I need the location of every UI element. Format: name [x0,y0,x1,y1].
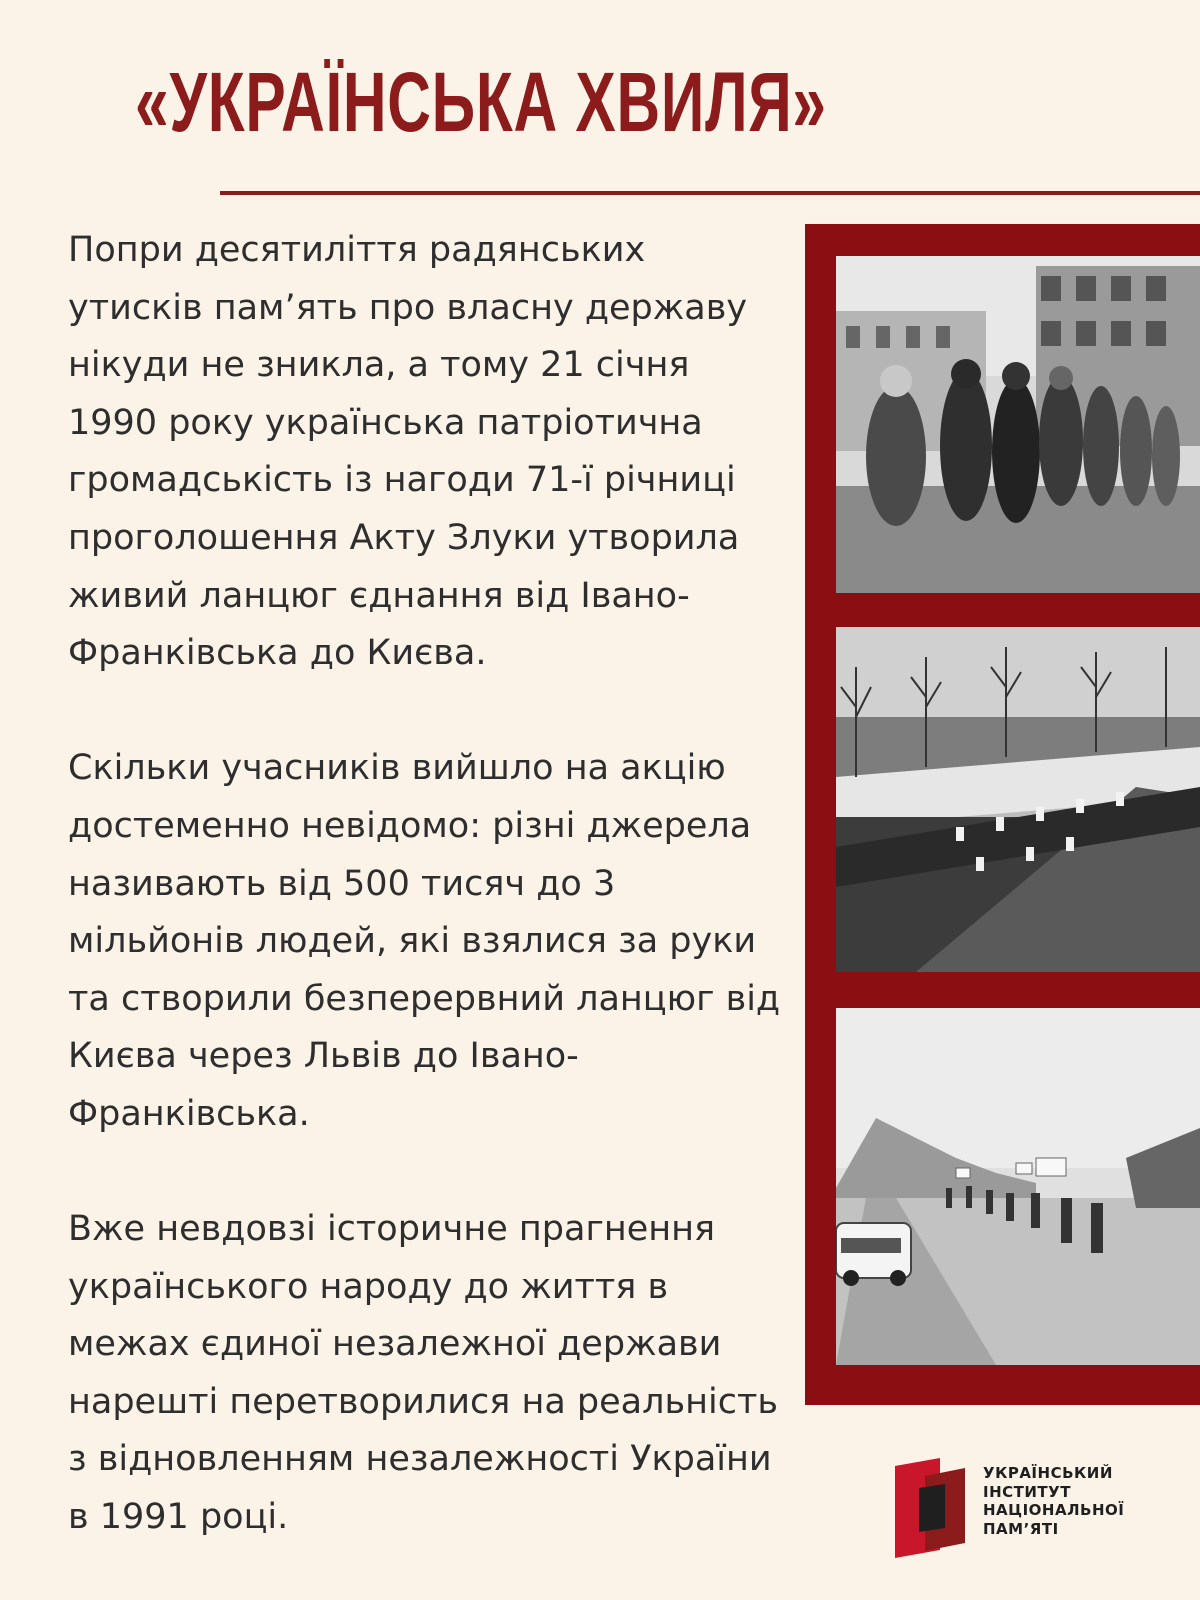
paragraph-1: Попри десятиліття радянських утисків пам’ять про власну державу нікуди не зникла, а тому 21 січня 1990 року українська патріотична громадськість із нагоди 71-ї річниці проголошення Акту Злуки утворила живий ланцюг єднання від Івано-Франківська до Києва. [68,230,748,674]
photo-crowd-with-flags [836,627,1200,972]
page-title: «УКРАЇНСЬКА ХВИЛЯ» [135,55,827,149]
logo-line-2: ІНСТИТУТ [983,1482,1071,1501]
paragraph-2: Скільки учасників вийшло на акцію достеменно невідомо: різні джерела називають від 500 тисяч до 3 мільйонів людей, які взялися за руки та створили безперервний ланцюг від Києва через Львів до Івано-Франківська. [68,748,781,1134]
photo-chain-along-highway [836,1008,1200,1365]
article-body [68,222,788,1547]
paragraph-3: Вже невдовзі історичне прагнення українського народу до життя в межах єдиної незалежної держави нарешті перетворилися на реальність з відновленням незалежності України в 1991 році. [68,1209,778,1538]
institute-logo [895,1458,1185,1558]
logo-line-4: ПАМ’ЯТІ [983,1519,1059,1538]
logo-line-1: УКРАЇНСЬКИЙ [983,1464,1113,1482]
title-divider [220,191,1200,195]
institute-logo-mark-icon [895,1458,975,1558]
photo-human-chain-street [836,256,1200,593]
logo-line-3: НАЦІОНАЛЬНОЇ [983,1501,1125,1519]
institute-name [983,1464,1124,1538]
